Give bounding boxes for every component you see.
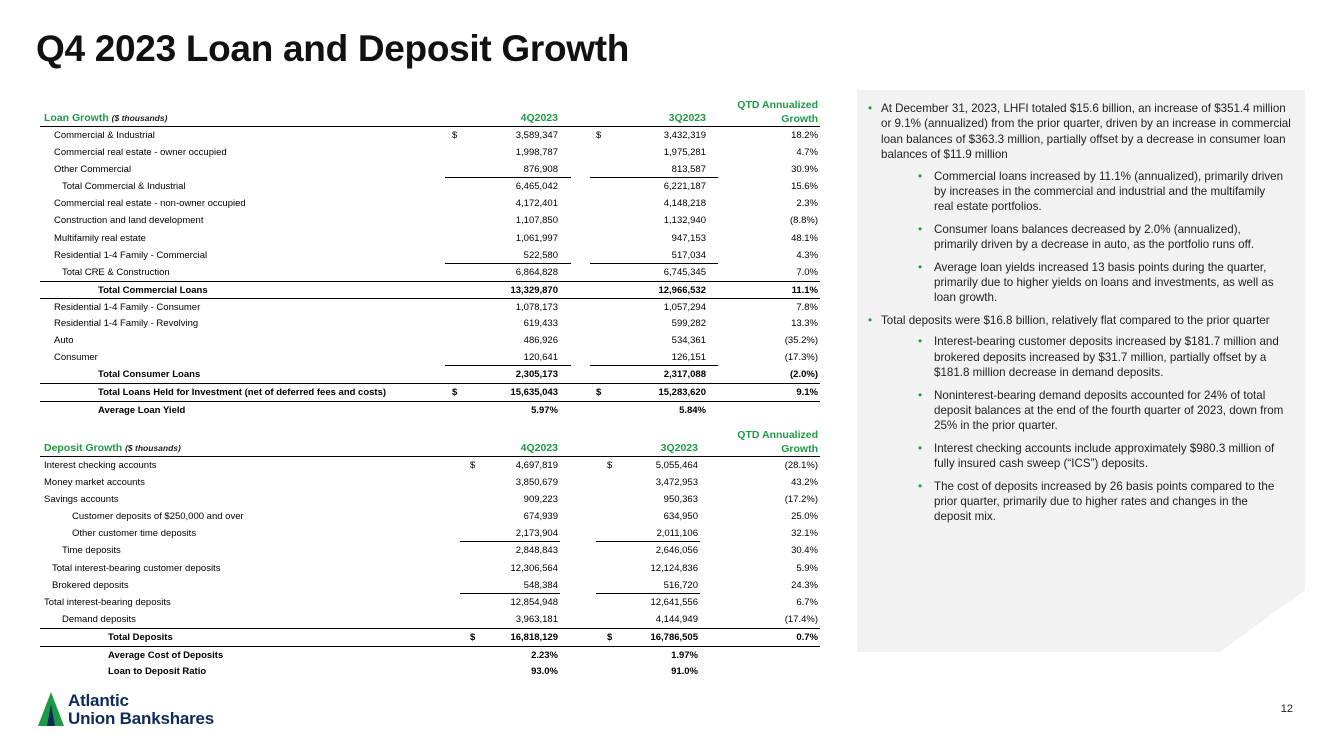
value-growth: 11.1% (791, 284, 818, 296)
value-4q2023: 120,641 (523, 352, 558, 364)
table-row (40, 401, 820, 418)
currency-symbol: $ (596, 130, 602, 141)
value-4q2023: 3,589,347 (515, 130, 558, 141)
row-label: Loan to Deposit Ratio (108, 666, 207, 678)
page-number: 12 (1280, 703, 1293, 715)
table-row (40, 457, 820, 474)
table-row (40, 161, 820, 178)
value-growth: (2.0%) (790, 369, 818, 381)
value-3q2023: 950,363 (663, 494, 698, 506)
value-growth: 9.1% (796, 387, 818, 399)
value-4q2023: 5.97% (531, 404, 558, 416)
value-4q2023: 522,580 (523, 249, 558, 261)
value-4q2023: 1,078,173 (515, 301, 558, 313)
value-4q2023: 909,223 (523, 494, 558, 506)
value-3q2023: 6,221,187 (663, 181, 706, 193)
value-growth: 18.2% (791, 130, 818, 141)
value-growth: (17.4%) (784, 613, 818, 625)
value-growth: 7.0% (796, 266, 818, 278)
value-4q2023: 4,697,819 (515, 460, 558, 471)
value-4q2023: 12,306,564 (510, 562, 558, 574)
value-4q2023: 93.0% (531, 666, 558, 678)
value-growth: (35.2%) (784, 335, 818, 347)
loan-growth-table (40, 96, 820, 418)
deposit-table-title: Deposit Growth ($ thousands) (44, 442, 181, 454)
row-label: Money market accounts (44, 477, 145, 489)
bullet-deposits: • Total deposits were $16.8 billion, relatively flat compared to the prior quarter (868, 313, 1293, 328)
value-3q2023: 517,034 (671, 249, 706, 261)
value-3q2023: 3,472,953 (655, 477, 698, 489)
loan-col-4q2023: 4Q2023 (520, 112, 558, 124)
value-4q2023: 548,384 (523, 579, 558, 591)
value-4q2023: 6,864,828 (515, 266, 558, 278)
value-3q2023: 5,055,464 (655, 460, 698, 471)
currency-symbol: $ (452, 387, 458, 399)
table-row (40, 646, 820, 663)
bullet-loans: • At December 31, 2023, LHFI totaled $15.6 billion, an increase of $351.4 million or 9.1% (annualized) from the prior quarter, driven by an increase in commercial loan balances of $363.3 million, partially offset by a decrease in consumer loan balances of $11.9 million (868, 101, 1293, 163)
row-label: Consumer (54, 352, 98, 364)
row-label: Commercial & Industrial (54, 130, 155, 141)
loan-col-growth: QTD Annualized Growth (737, 98, 818, 125)
value-growth: 32.1% (791, 528, 818, 540)
deposit-table-header (40, 426, 820, 456)
value-growth: 5.9% (796, 562, 818, 574)
row-label: Customer deposits of $250,000 and over (72, 511, 244, 523)
row-label: Average Loan Yield (98, 404, 186, 416)
table-row (40, 212, 820, 229)
table-row (40, 178, 820, 195)
value-growth: 30.9% (791, 164, 818, 176)
value-3q2023: 813,587 (671, 164, 706, 176)
table-row (40, 474, 820, 491)
value-4q2023: 674,939 (523, 511, 558, 523)
sub-bullet: • The cost of deposits increased by 26 basis points compared to the prior quarter, primarily due to higher rates and changes in the deposit mix. (868, 479, 1293, 525)
table-row (40, 525, 820, 542)
table-row (40, 383, 820, 400)
value-4q2023: 15,635,043 (510, 387, 558, 399)
value-3q2023: 3,432,319 (663, 130, 706, 141)
sub-bullet: • Interest checking accounts include approximately $980.3 million of fully insured cash sweep (“ICS”) deposits. (868, 441, 1293, 472)
value-growth: 7.8% (796, 301, 818, 313)
row-label: Total interest-bearing deposits (44, 596, 171, 608)
row-label: Average Cost of Deposits (108, 649, 224, 661)
value-4q2023: 1,061,997 (515, 232, 558, 244)
row-label: Total Consumer Loans (98, 369, 201, 381)
table-row (40, 508, 820, 525)
sub-bullet: • Noninterest-bearing demand deposits accounted for 24% of total deposit balances at the end of the fourth quarter of 2023, down from 25% in the prior quarter. (868, 388, 1293, 434)
logo-wordmark-line1: Atlantic (68, 691, 129, 710)
value-growth: (17.2%) (784, 494, 818, 506)
row-label: Other customer time deposits (72, 528, 197, 540)
loan-table-title: Loan Growth ($ thousands) (44, 112, 168, 124)
value-growth: 15.6% (791, 181, 818, 193)
value-growth: 2.3% (796, 198, 818, 210)
row-label: Auto (54, 335, 74, 347)
value-growth: 4.7% (796, 147, 818, 159)
value-growth: 30.4% (791, 545, 818, 557)
row-label: Residential 1-4 Family - Commercial (54, 249, 208, 261)
table-row (40, 560, 820, 577)
value-4q2023: 2,173,904 (515, 528, 558, 540)
sub-bullet: • Average loan yields increased 13 basis points during the quarter, primarily due to higher yields on loans and investments, as well as loan growth. (868, 260, 1293, 306)
value-4q2023: 1,998,787 (515, 147, 558, 159)
value-3q2023: 1.97% (671, 649, 698, 661)
row-label: Construction and land development (54, 215, 204, 227)
table-row (40, 594, 820, 611)
table-row (40, 315, 820, 332)
logo-wordmark-line2: Union Bankshares (68, 709, 215, 728)
currency-symbol: $ (607, 631, 613, 643)
deposit-col-3q2023: 3Q2023 (660, 442, 698, 454)
value-growth: (28.1%) (784, 460, 818, 471)
row-label: Residential 1-4 Family - Consumer (54, 301, 201, 313)
table-row (40, 663, 820, 680)
value-3q2023: 12,966,532 (658, 284, 706, 296)
commentary-bullets (868, 101, 1293, 532)
sub-bullet: • Commercial loans increased by 11.1% (annualized), primarily driven by increases in the commercial and industrial and the multifamily real estate portfolios. (868, 169, 1293, 215)
value-3q2023: 4,148,218 (663, 198, 706, 210)
row-label: Other Commercial (54, 164, 132, 176)
table-row (40, 332, 820, 349)
table-row (40, 281, 820, 298)
value-3q2023: 599,282 (671, 318, 706, 330)
value-3q2023: 947,153 (671, 232, 706, 244)
value-3q2023: 6,745,345 (663, 266, 706, 278)
value-growth: 13.3% (791, 318, 818, 330)
deposit-sub-bullets (868, 334, 1293, 524)
row-label: Interest checking accounts (44, 460, 157, 471)
value-growth: 48.1% (791, 232, 818, 244)
row-label: Total CRE & Construction (62, 266, 170, 278)
value-3q2023: 2,011,106 (656, 528, 698, 540)
value-4q2023: 4,172,401 (515, 198, 558, 210)
currency-symbol: $ (452, 130, 458, 141)
table-row (40, 230, 820, 247)
row-label: Multifamily real estate (54, 232, 146, 244)
loan-col-3q2023: 3Q2023 (668, 112, 706, 124)
value-4q2023: 16,818,129 (510, 631, 558, 643)
table-row (40, 247, 820, 264)
table-row (40, 366, 820, 383)
value-3q2023: 91.0% (671, 666, 698, 678)
table-row (40, 491, 820, 508)
row-label: Total Commercial Loans (98, 284, 208, 296)
currency-symbol: $ (596, 387, 602, 399)
deposit-growth-table (40, 426, 820, 680)
value-4q2023: 619,433 (523, 318, 558, 330)
value-3q2023: 2,646,056 (655, 545, 698, 557)
value-4q2023: 6,465,042 (515, 181, 558, 193)
logo-a-icon (38, 692, 64, 726)
value-3q2023: 634,950 (663, 511, 698, 523)
value-growth: 24.3% (791, 579, 818, 591)
table-row (40, 264, 820, 281)
row-label: Residential 1-4 Family - Revolving (54, 318, 199, 330)
value-3q2023: 12,641,556 (650, 596, 698, 608)
value-3q2023: 5.84% (679, 404, 706, 416)
table-row (40, 349, 820, 366)
value-4q2023: 2.23% (531, 649, 558, 661)
table-row (40, 195, 820, 212)
table-row (40, 611, 820, 628)
row-label: Brokered deposits (52, 579, 129, 591)
deposit-col-growth: QTD Annualized Growth (737, 428, 818, 455)
value-3q2023: 1,132,940 (663, 215, 706, 227)
value-3q2023: 12,124,836 (650, 562, 698, 574)
value-4q2023: 2,305,173 (515, 369, 558, 381)
value-growth: 4.3% (796, 249, 818, 261)
row-label: Time deposits (62, 545, 121, 557)
value-3q2023: 516,720 (663, 579, 698, 591)
value-4q2023: 876,908 (523, 164, 558, 176)
value-growth: 6.7% (796, 596, 818, 608)
value-3q2023: 1,057,294 (663, 301, 706, 313)
value-growth: 0.7% (796, 631, 818, 643)
value-4q2023: 3,963,181 (515, 613, 558, 625)
row-label: Demand deposits (62, 613, 136, 625)
currency-symbol: $ (470, 460, 476, 471)
company-logo (38, 690, 268, 730)
row-label: Total interest-bearing customer deposits (52, 562, 221, 574)
row-label: Total Deposits (108, 631, 173, 643)
value-4q2023: 486,926 (523, 335, 558, 347)
deposit-col-4q2023: 4Q2023 (520, 442, 558, 454)
value-3q2023: 534,361 (671, 335, 706, 347)
value-3q2023: 126,151 (671, 352, 706, 364)
value-3q2023: 16,786,505 (650, 631, 698, 643)
table-row (40, 127, 820, 144)
row-label: Total Commercial & Industrial (62, 181, 186, 193)
table-row (40, 628, 820, 646)
value-3q2023: 2,317,088 (663, 369, 706, 381)
row-label: Savings accounts (44, 494, 119, 506)
value-growth: 43.2% (791, 477, 818, 489)
row-label: Commercial real estate - owner occupied (54, 147, 227, 159)
value-4q2023: 12,854,948 (510, 596, 558, 608)
table-row (40, 298, 820, 315)
value-growth: (8.8%) (790, 215, 818, 227)
sub-bullet: • Consumer loans balances decreased by 2.0% (annualized), primarily driven by a decrease in auto, as the portfolio runs off. (868, 222, 1293, 253)
table-row (40, 577, 820, 594)
value-3q2023: 1,975,281 (663, 147, 706, 159)
value-4q2023: 1,107,850 (515, 215, 558, 227)
value-4q2023: 13,329,870 (510, 284, 558, 296)
value-4q2023: 2,848,843 (515, 545, 558, 557)
sub-bullet: • Interest-bearing customer deposits increased by $181.7 million and brokered deposits increased by $31.7 million, partially offset by a $181.8 million decrease in demand deposits. (868, 334, 1293, 380)
panel-corner-cut (1220, 590, 1305, 652)
loan-sub-bullets (868, 169, 1293, 306)
row-label: Commercial real estate - non-owner occupied (54, 198, 246, 210)
value-growth: (17.3%) (784, 352, 818, 364)
row-label: Total Loans Held for Investment (net of deferred fees and costs) (98, 387, 387, 399)
page-title: Q4 2023 Loan and Deposit Growth (36, 28, 630, 69)
value-4q2023: 3,850,679 (515, 477, 558, 489)
table-row (40, 542, 820, 559)
currency-symbol: $ (470, 631, 476, 643)
currency-symbol: $ (607, 460, 613, 471)
table-row (40, 144, 820, 161)
loan-table-header (40, 96, 820, 126)
value-3q2023: 15,283,620 (658, 387, 706, 399)
value-growth: 25.0% (791, 511, 818, 523)
value-3q2023: 4,144,949 (655, 613, 698, 625)
